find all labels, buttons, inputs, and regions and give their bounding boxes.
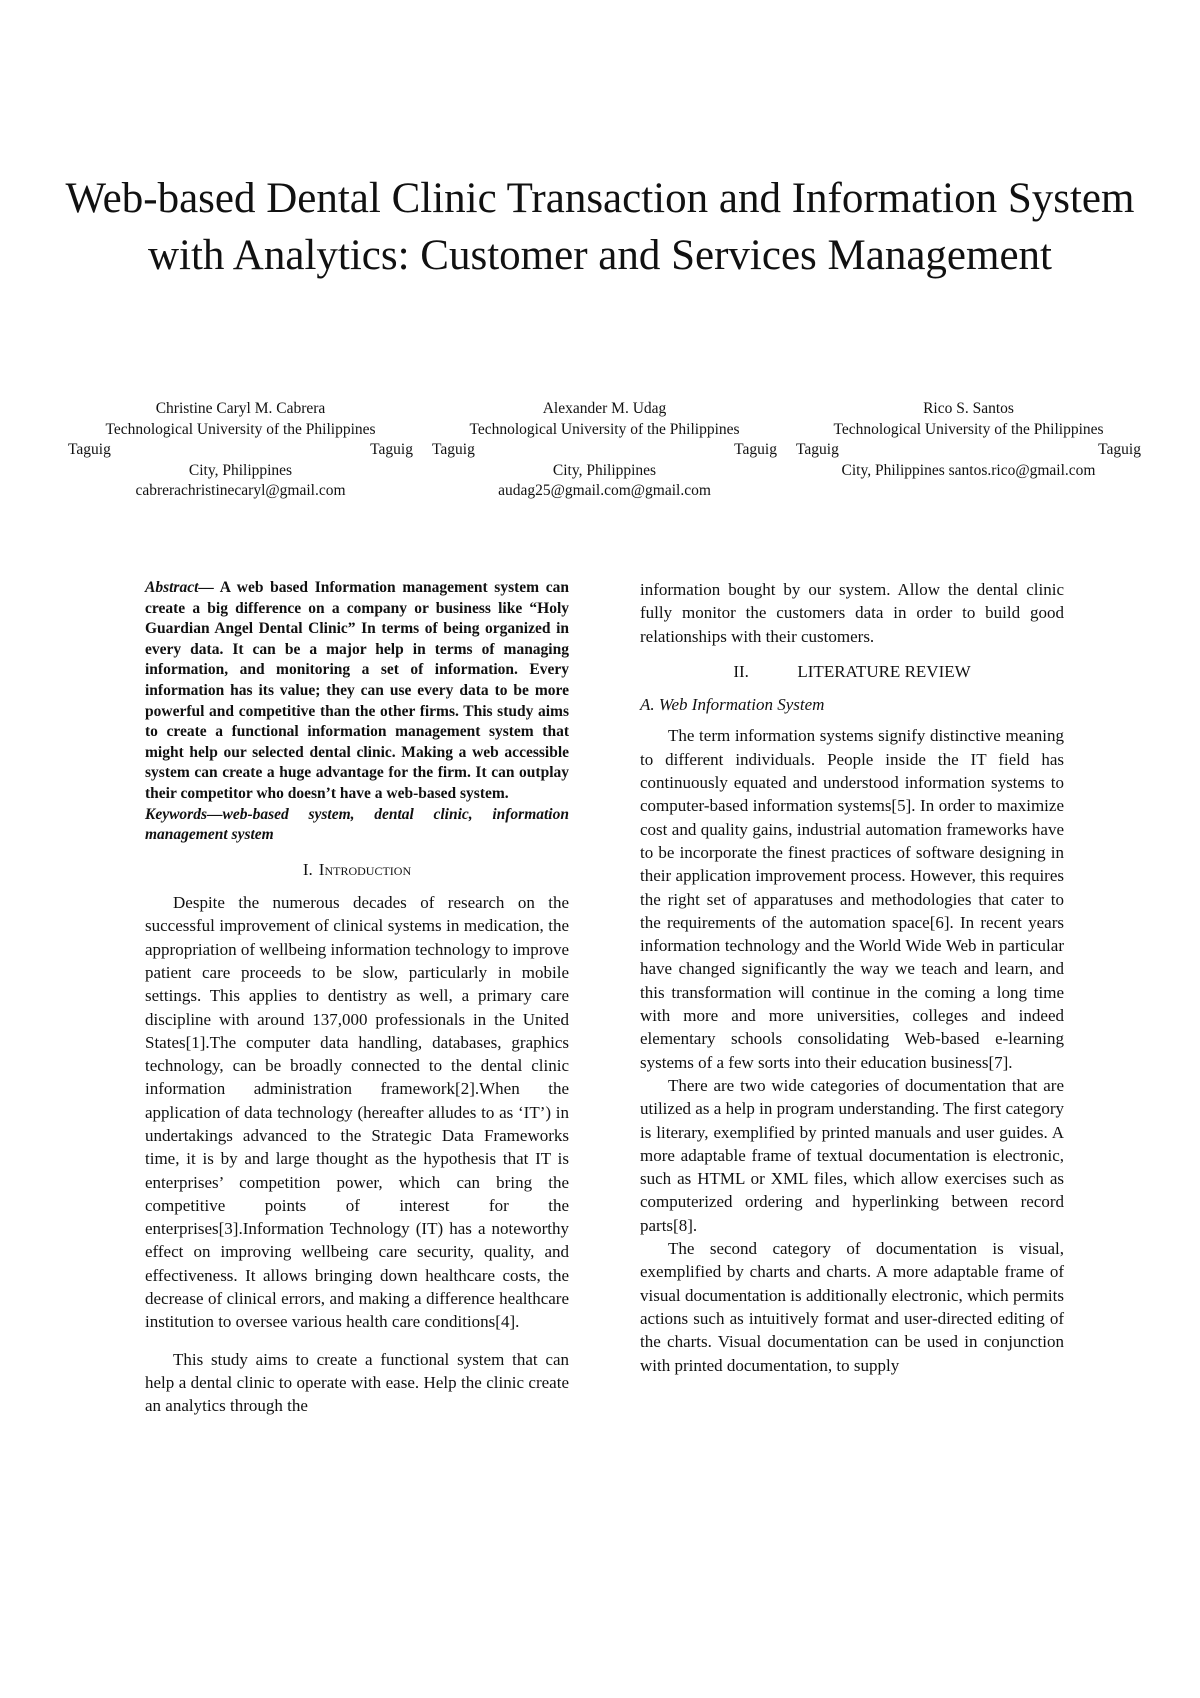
section-number: I. — [302, 859, 313, 879]
section-heading-introduction — [145, 858, 569, 881]
section-heading-literature-review — [640, 660, 1064, 683]
abstract-text: A web based Information management system can create a big difference on a company or business like “Holy Guardian Angel Dental Clinic” In terms of being organized in every data. It can be a major help in terms of managing information, and monitoring a set of information. Every information has its value; they can use every data to be more powerful and competitive than the other firms. This study aims to create a functional information management system that might help our selected dental clinic. Making a web accessible system can create a huge advantage for the firm. It can outplay their competitor who doesn’t have a web-based system. — [145, 579, 569, 802]
left-column — [145, 578, 569, 1418]
author-city-line: City, Philippines santos.rico@gmail.com — [841, 461, 1096, 479]
abstract — [145, 578, 569, 805]
keywords: Keywords—web-based system, dental clinic, information management system — [145, 805, 569, 844]
paper-title: Web-based Dental Clinic Transaction and Information System with Analytics: Customer and Services Management — [65, 175, 1135, 279]
author-city-right: Taguig — [1098, 441, 1141, 458]
abstract-label: Abstract— — [145, 579, 214, 596]
author-city-line: City, Philippines — [552, 461, 657, 479]
author-name: Alexander M. Udag — [542, 400, 667, 417]
author-city-row — [432, 440, 777, 461]
author-city-line: City, Philippines — [188, 461, 293, 479]
section-title: Introduction — [318, 859, 412, 879]
intro-paragraph-2: This study aims to create a functional system that can help a dental clinic to operate with ease. Help the clinic create an analytics through the — [145, 1349, 569, 1416]
author-city-right: Taguig — [734, 441, 777, 458]
intro-paragraph-1: Despite the numerous decades of research on the successful improvement of clinical systems in medication, the appropriation of wellbeing information technology to improve patient care proceeds to be slow, particularly in mobile settings. This applies to dentistry as well, a primary care discipline with around 137,000 professionals in the United States[1].The computer data handling, databases, graphics technology, can be broadly connected to the dental clinic information administration framework[2].When the application of data technology (hereafter alludes to as ‘IT’) in undertakings advanced to the Strategic Data Frameworks time, it is by and large thought as the hypothesis that IT is enterprises’ competition power, which can bring the competitive points of interest for the enterprises[3].Information Technology (IT) has a noteworthy effect on improving wellbeing care security, quality, and effectiveness. It allows bringing down healthcare costs, the decrease of clinical errors, and making a difference healthcare institution to oversee various health care conditions[4]. — [145, 893, 569, 1332]
subsection-heading: A. Web Information System — [640, 695, 825, 715]
author-affiliation: Technological University of the Philippines — [469, 420, 740, 438]
author-block-3 — [796, 399, 1141, 481]
section-number: II. — [733, 661, 749, 681]
author-city-left: Taguig — [68, 441, 111, 458]
author-city-row — [68, 440, 413, 461]
author-affiliation: Technological University of the Philippines — [105, 420, 376, 438]
author-affiliation: Technological University of the Philippines — [833, 420, 1104, 438]
lit-paragraph-3: The second category of documentation is visual, exemplified by charts and charts. A more adaptable frame of visual documentation is additionally electronic, which permits actions such as intuitively format and user-directed editing of the charts. Visual documentation can be used in conjunction with printed documentation, to supply — [640, 1239, 1064, 1375]
author-email[interactable]: audag25@gmail.com@gmail.com — [498, 482, 711, 499]
section-title: LITERATURE REVIEW — [797, 661, 971, 681]
author-block-2 — [432, 399, 777, 502]
author-city-left: Taguig — [796, 441, 839, 458]
lit-paragraph-1: The term information systems signify distinctive meaning to different individuals. People inside the IT field has continuously equated and understood information systems to computer-based information systems[5]. In order to maximize cost and quality gains, industrial automation frameworks have to be incorporate the finest practices of software designing in their application improvement process. However, this requires the right set of apparatuses and methodologies that cater to the requirements of the automation space[6]. In recent years information technology and the World Wide Web in particular have changed significantly the way we teach and learn, and this transformation will continue in the coming a long time with more and more universities, colleges and indeed elementary schools consolidating Web-based e-learning systems of a few sorts into their education business[7]. — [640, 726, 1064, 1072]
right-column — [640, 578, 1064, 1377]
intro-paragraph-continued: information bought by our system. Allow the dental clinic fully monitor the customers data in order to build good relationships with their customers. — [640, 580, 1064, 646]
author-name: Christine Caryl M. Cabrera — [155, 400, 326, 417]
author-name: Rico S. Santos — [923, 400, 1014, 417]
author-city-row — [796, 440, 1141, 461]
lit-paragraph-2: There are two wide categories of documentation that are utilized as a help in program understanding. The first category is literary, exemplified by printed manuals and user guides. A more adaptable frame of textual documentation is electronic, such as HTML or XML files, which allow exercises such as computerized ordering and hyperlinking between record parts[8]. — [640, 1075, 1064, 1235]
author-block-1 — [68, 399, 413, 502]
author-email[interactable]: cabrerachristinecaryl@gmail.com — [135, 482, 346, 499]
author-city-right: Taguig — [370, 441, 413, 458]
author-city-left: Taguig — [432, 441, 475, 458]
